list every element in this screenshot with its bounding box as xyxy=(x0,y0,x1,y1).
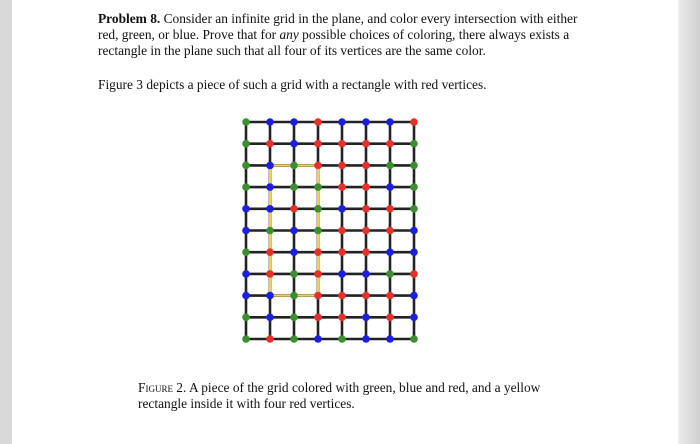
grid-vertex xyxy=(242,270,250,278)
grid-vertex xyxy=(362,118,370,126)
grid-vertex xyxy=(410,162,418,170)
grid-vertex xyxy=(314,248,322,256)
grid-vertex xyxy=(386,270,394,278)
grid-vertex xyxy=(362,140,370,148)
grid-vertex xyxy=(386,292,394,300)
grid-vertex xyxy=(362,292,370,300)
grid-vertex xyxy=(290,183,298,191)
grid-vertex xyxy=(362,227,370,235)
grid-vertex xyxy=(314,118,322,126)
grid-vertex xyxy=(410,248,418,256)
grid-vertex xyxy=(290,162,298,170)
grid-vertex xyxy=(338,118,346,126)
grid-vertex xyxy=(266,140,274,148)
problem-label: Problem 8. xyxy=(98,11,161,26)
grid-vertex xyxy=(242,292,250,300)
grid-vertex xyxy=(266,118,274,126)
grid-vertex xyxy=(242,162,250,170)
grid-vertex xyxy=(410,140,418,148)
grid-vertex xyxy=(386,227,394,235)
grid-vertex xyxy=(290,292,298,300)
grid-vertex xyxy=(362,162,370,170)
grid-vertex xyxy=(410,205,418,213)
grid-vertex xyxy=(266,205,274,213)
grid-vertex xyxy=(242,118,250,126)
grid-vertex xyxy=(290,270,298,278)
grid-vertex xyxy=(314,162,322,170)
grid-vertex xyxy=(290,314,298,322)
grid-vertex xyxy=(266,292,274,300)
grid-vertex xyxy=(362,248,370,256)
grid-vertex xyxy=(410,292,418,300)
grid-vertex xyxy=(338,183,346,191)
grid-vertex xyxy=(290,118,298,126)
grid-vertex xyxy=(314,335,322,343)
grid-vertex xyxy=(386,314,394,322)
grid-vertex xyxy=(362,314,370,322)
grid-vertex xyxy=(338,140,346,148)
grid-vertex xyxy=(362,183,370,191)
grid-vertex xyxy=(266,314,274,322)
grid-vertex xyxy=(266,183,274,191)
grid-vertex xyxy=(314,205,322,213)
document-page xyxy=(12,0,680,444)
grid-vertex xyxy=(266,248,274,256)
grid-vertex xyxy=(410,270,418,278)
grid-vertex xyxy=(338,335,346,343)
grid-vertex xyxy=(338,248,346,256)
grid-vertex xyxy=(362,335,370,343)
grid-vertex xyxy=(410,314,418,322)
grid-vertex xyxy=(266,335,274,343)
problem-text-b: possible choices of coloring, there always exists a rectangle in the plane such that all four of its vertices are the same color. xyxy=(98,27,570,59)
grid-vertex xyxy=(338,162,346,170)
caption-text: A piece of the grid colored with green, blue and red, and a yellow rectangle inside it with four red vertices. xyxy=(138,380,541,412)
grid-vertex xyxy=(266,162,274,170)
colored-grid-figure xyxy=(232,116,472,346)
grid-vertex xyxy=(242,314,250,322)
grid-vertex xyxy=(362,270,370,278)
grid-vertex xyxy=(266,227,274,235)
grid-vertex xyxy=(314,292,322,300)
grid-vertex xyxy=(290,335,298,343)
grid-vertex xyxy=(242,227,250,235)
grid-vertex xyxy=(314,183,322,191)
grid-vertex xyxy=(386,183,394,191)
grid-vertex xyxy=(386,162,394,170)
problem-emphasis: any xyxy=(279,27,299,43)
grid-vertex xyxy=(314,270,322,278)
grid-vertex xyxy=(242,205,250,213)
grid-vertex xyxy=(314,227,322,235)
grid-vertex xyxy=(410,118,418,126)
grid-vertex xyxy=(266,270,274,278)
grid-vertex xyxy=(290,205,298,213)
grid-vertex xyxy=(338,227,346,235)
grid-vertex xyxy=(410,335,418,343)
grid-vertex xyxy=(410,183,418,191)
grid-vertex xyxy=(242,248,250,256)
grid-vertex xyxy=(242,335,250,343)
grid-vertex xyxy=(338,314,346,322)
grid-vertex xyxy=(362,205,370,213)
grid-vertex xyxy=(338,292,346,300)
grid-vertex xyxy=(386,140,394,148)
grid-vertex xyxy=(386,118,394,126)
figure-caption xyxy=(138,380,568,412)
grid-vertex xyxy=(386,335,394,343)
page-shadow xyxy=(678,0,700,444)
problem-text-a: Consider an infinite grid in the plane, and color every intersection with either red, green, or blue. Prove that for xyxy=(98,11,578,43)
grid-vertex xyxy=(242,140,250,148)
grid-vertex xyxy=(314,140,322,148)
grid-vertex xyxy=(338,205,346,213)
grid-vertex xyxy=(386,205,394,213)
grid-vertex xyxy=(290,248,298,256)
grid-vertex xyxy=(386,248,394,256)
grid-vertex xyxy=(242,183,250,191)
grid-vertex xyxy=(410,227,418,235)
grid-vertex xyxy=(314,314,322,322)
problem-paragraph xyxy=(98,11,598,60)
caption-label: Figure 2. xyxy=(138,380,187,395)
figure-reference-paragraph: Figure 3 depicts a piece of such a grid with a rectangle with red vertices. xyxy=(98,77,487,92)
grid-vertex xyxy=(290,227,298,235)
grid-vertex xyxy=(290,140,298,148)
grid-vertex xyxy=(338,270,346,278)
